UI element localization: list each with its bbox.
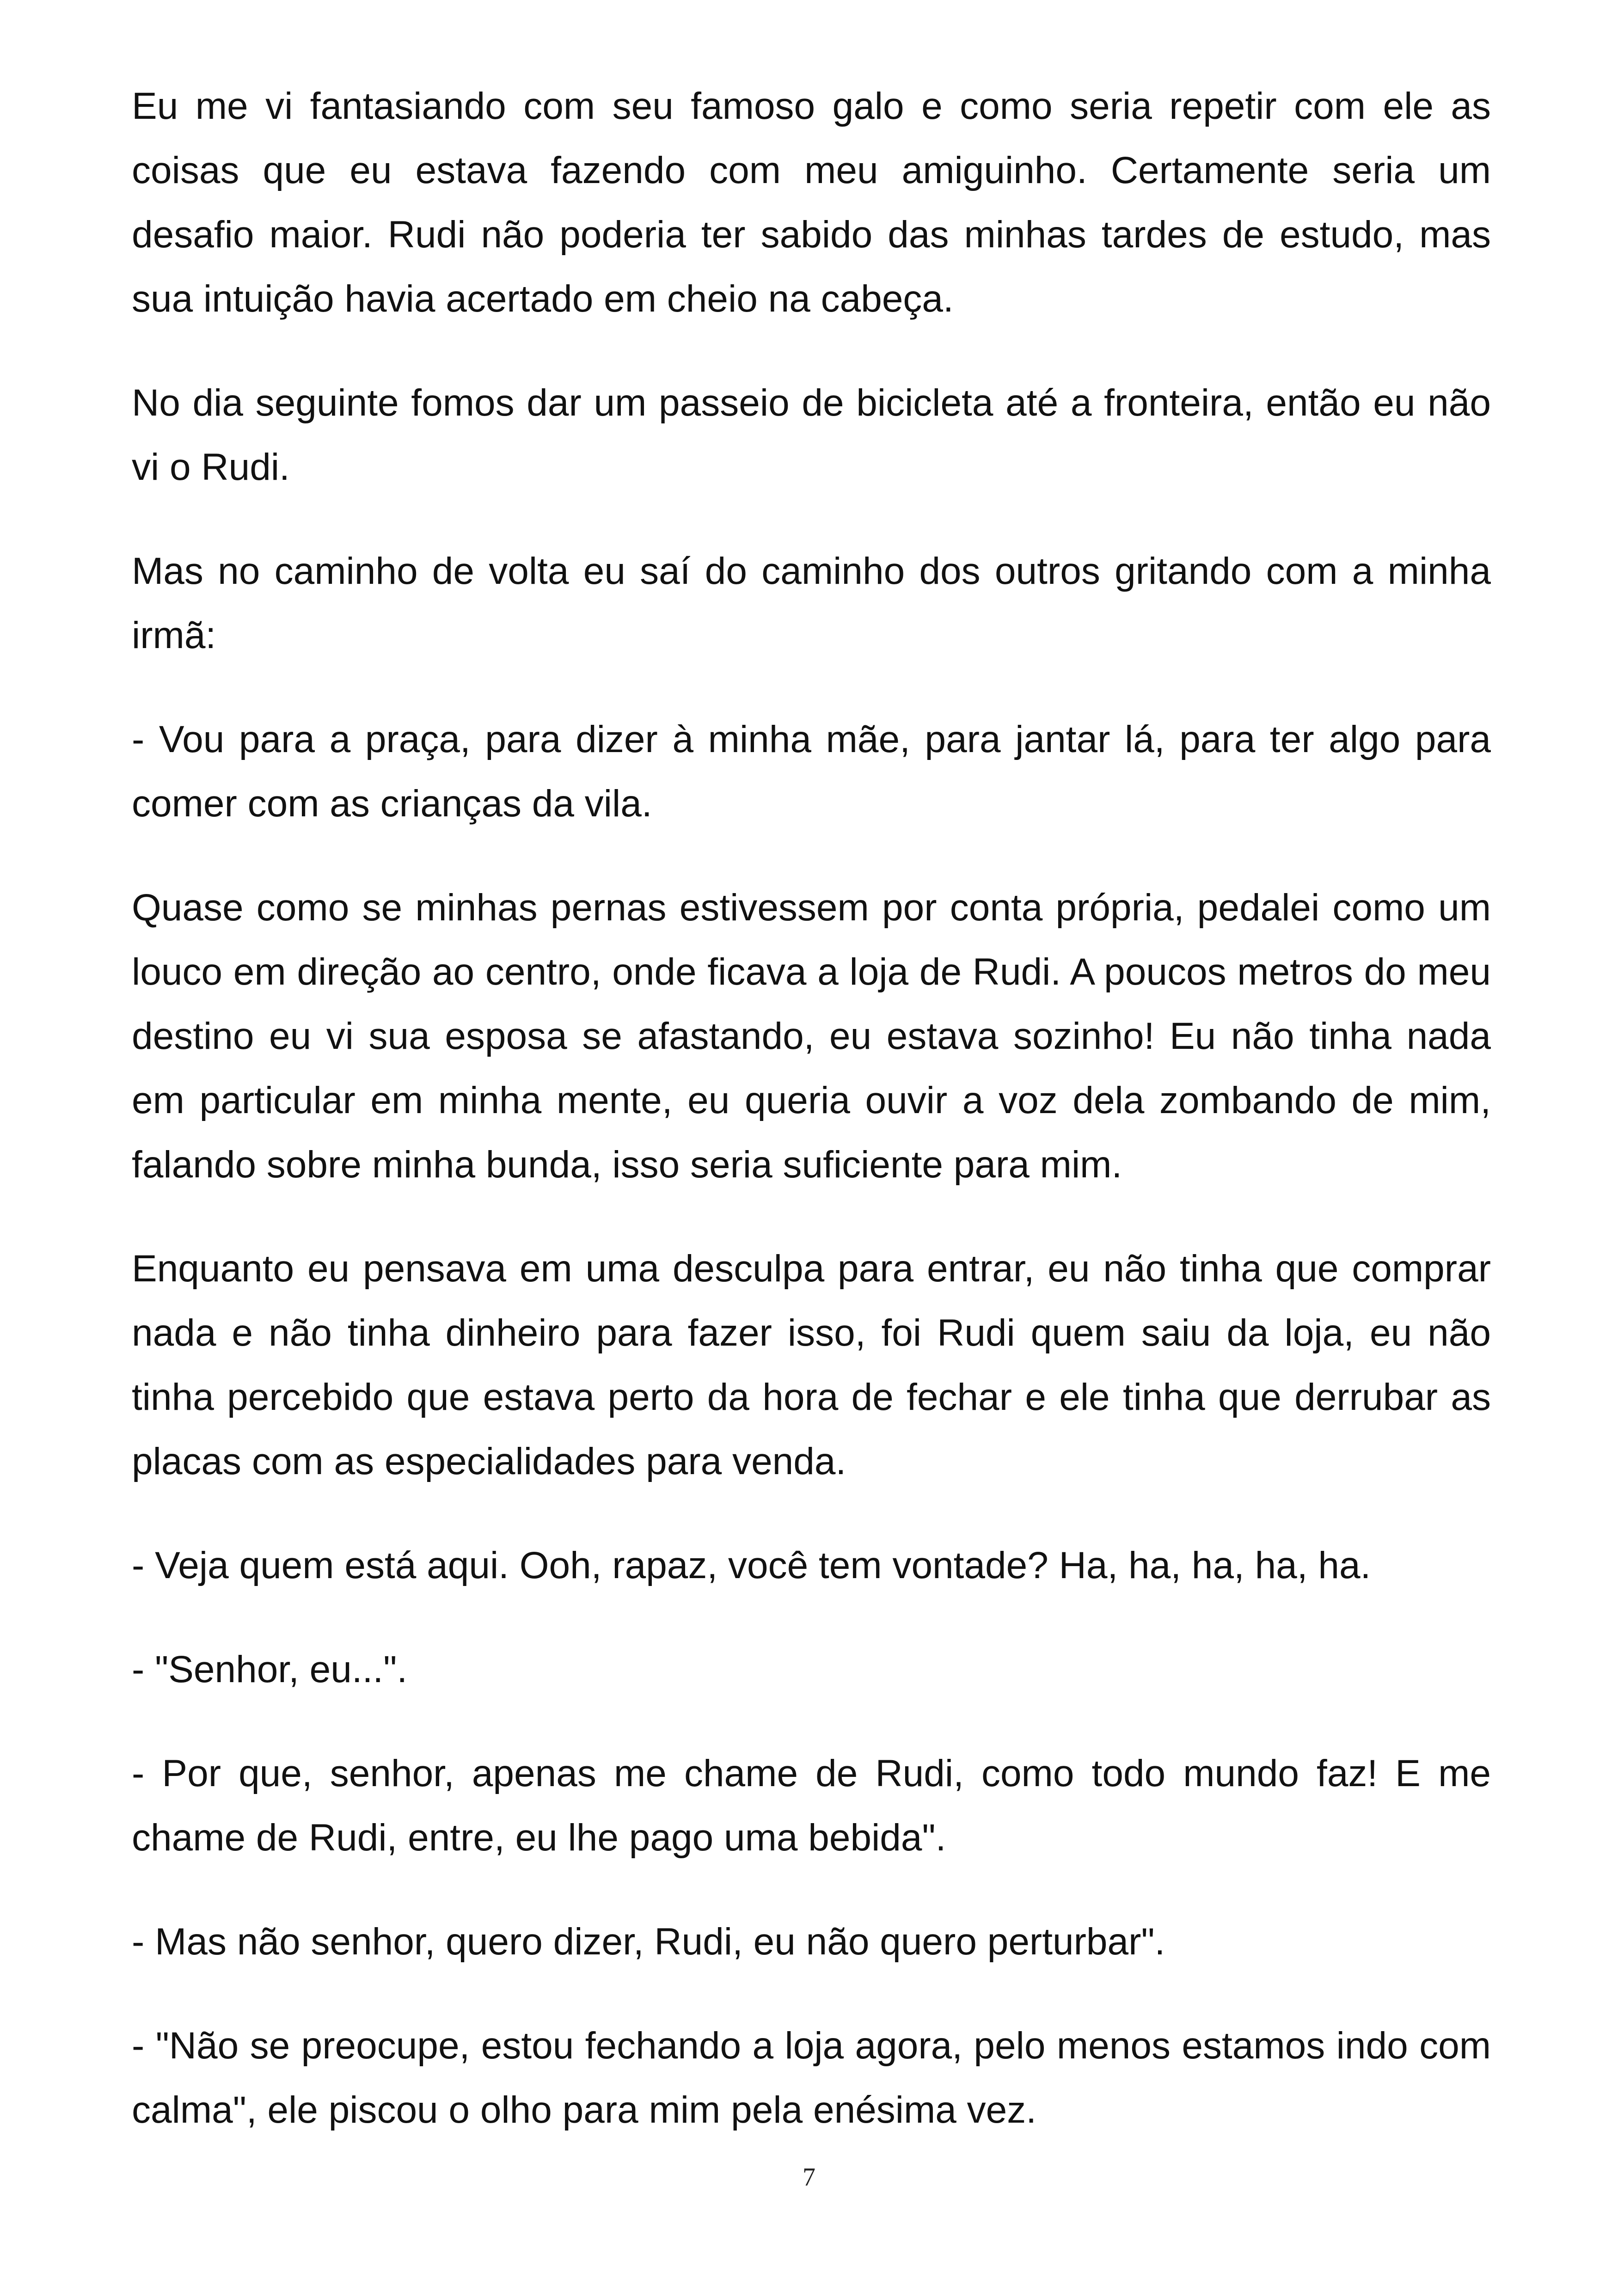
paragraph-6: Enquanto eu pensava em uma desculpa para entrar, eu não tinha que comprar nada e não tinha dinheiro para fazer isso, foi Rudi quem saiu da loja, eu não tinha percebido que estava perto da hora de fechar e ele tinha que derrubar as placas com as especialidades para venda.: [132, 1248, 1491, 1482]
page-number: 7: [803, 2163, 815, 2192]
paragraph-8: - "Senhor, eu...".: [132, 1648, 408, 1690]
paragraph-10: - Mas não senhor, quero dizer, Rudi, eu não quero perturbar".: [132, 1921, 1165, 1963]
paragraph-2: No dia seguinte fomos dar um passeio de bicicleta até a fronteira, então eu não vi o Rudi.: [132, 382, 1491, 488]
paragraph-3: Mas no caminho de volta eu saí do caminho dos outros gritando com a minha irmã:: [132, 550, 1491, 656]
paragraph-7: - Veja quem está aqui. Ooh, rapaz, você tem vontade? Ha, ha, ha, ha, ha.: [132, 1544, 1371, 1586]
paragraph-11: - "Não se preocupe, estou fechando a loja agora, pelo menos estamos indo com calma", ele piscou o olho para mim pela enésima vez.: [132, 2025, 1491, 2131]
paragraph-5: Quase como se minhas pernas estivessem por conta própria, pedalei como um louco em direção ao centro, onde ficava a loja de Rudi. A poucos metros do meu destino eu vi sua esposa se afastando, eu estava sozinho! Eu não tinha nada em particular em minha mente, eu queria ouvir a voz dela zombando de mim, falando sobre minha bunda, isso seria suficiente para mim.: [132, 887, 1491, 1186]
document-body: [132, 74, 1491, 2182]
paragraph-1: Eu me vi fantasiando com seu famoso galo e como seria repetir com ele as coisas que eu estava fazendo com meu amiguinho. Certamente seria um desafio maior. Rudi não poderia ter sabido das minhas tardes de estudo, mas sua intuição havia acertado em cheio na cabeça.: [132, 85, 1491, 320]
paragraph-9: - Por que, senhor, apenas me chame de Rudi, como todo mundo faz! E me chame de Rudi, entre, eu lhe pago uma bebida".: [132, 1752, 1491, 1859]
paragraph-4: - Vou para a praça, para dizer à minha mãe, para jantar lá, para ter algo para comer com as crianças da vila.: [132, 718, 1491, 825]
